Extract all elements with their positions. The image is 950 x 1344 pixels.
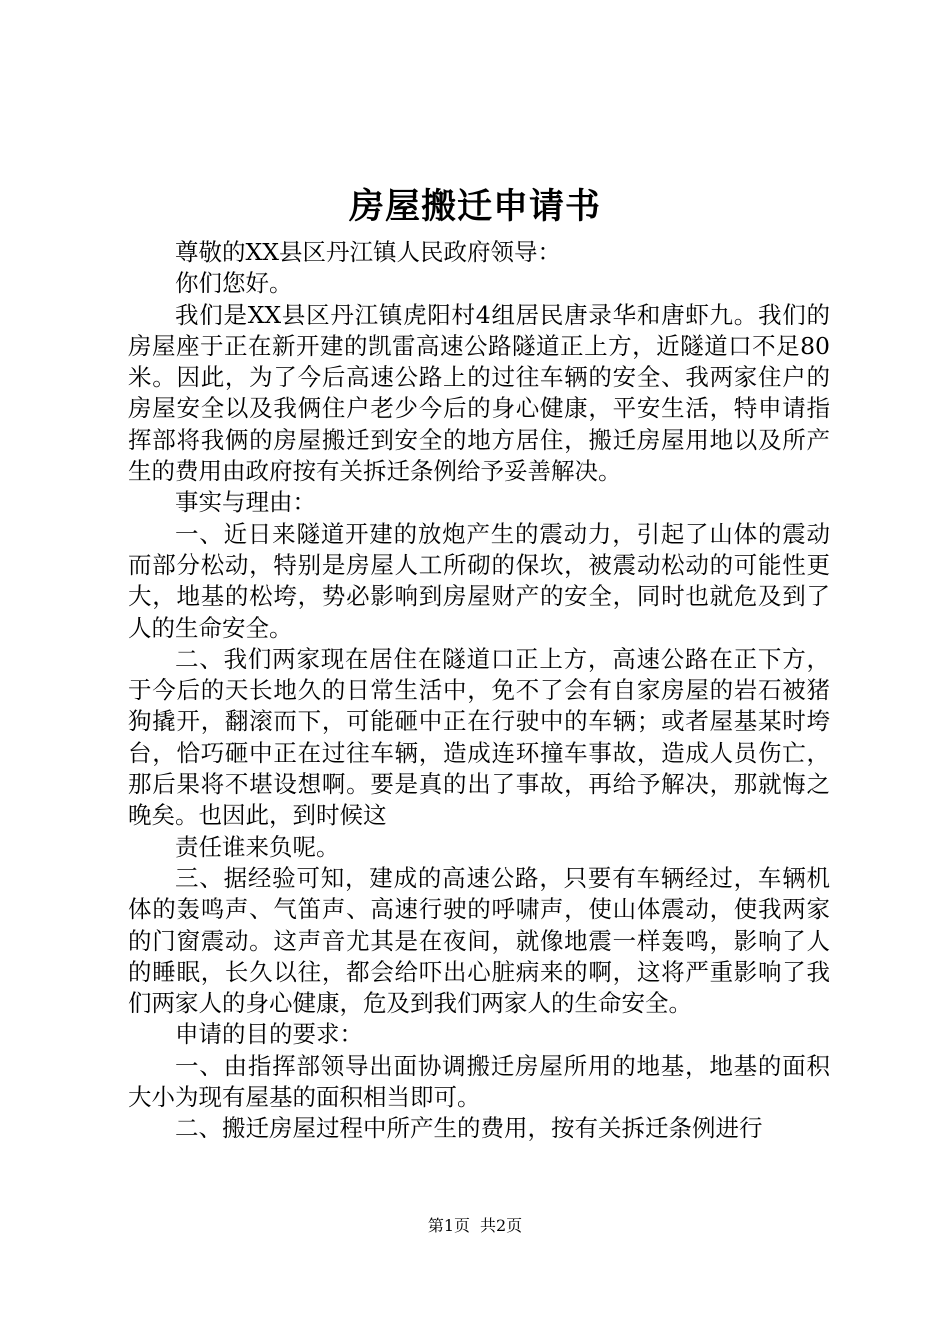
document-body (128, 237, 830, 1145)
document-title: 房屋搬迁申请书 (348, 186, 601, 227)
body-paragraph: 二、搬迁房屋过程中所产生的费用，按有关拆迁条例进行 (175, 1114, 763, 1143)
section-heading-requests: 申请的目的要求： (175, 1020, 363, 1049)
greeting: 你们您好。 (175, 269, 293, 298)
body-paragraph: 二、我们两家现在居住在隧道口正上方，高速公路在正下方，于今后的天长地久的日常生活中，免不了会有自家房屋的岩石被猪狗撬开，翻滚而下，可能砸中正在行驶中的车辆；或者屋基某时垮台，恰巧砸中正在过往车辆，造成连环撞车事故，造成人员伤亡，那后果将不堪设想啊。要是真的出了事故，再给予解决，那就悔之晚矣。也因此，到时候这 (128, 644, 830, 830)
page-number: 第1页 (427, 1216, 470, 1235)
salutation: 尊敬的XX县区丹江镇人民政府领导： (175, 238, 561, 266)
body-paragraph: 责任谁来负呢。 (175, 832, 340, 861)
body-paragraph: 三、据经验可知，建成的高速公路，只要有车辆经过，车辆机体的轰鸣声、气笛声、高速行驶的呼啸声，使山体震动，使我两家的门窗震动。这声音尤其是在夜间，就像地震一样轰鸣，影响了人的睡眠，长久以往，都会给吓出心脏病来的啊，这将严重影响了我们两家人的身心健康，危及到我们两家人的生命安全。 (128, 863, 830, 1018)
body-paragraph: 一、由指挥部领导出面协调搬迁房屋所用的地基，地基的面积大小为现有屋基的面积相当即可。 (128, 1051, 830, 1112)
section-heading-facts: 事实与理由： (175, 488, 316, 517)
body-paragraph: 我们是XX县区丹江镇虎阳村4组居民唐录华和唐虾九。我们的房屋座于正在新开建的凯雷高速公路隧道正上方，近隧道口不足80米。因此，为了今后高速公路上的过往车辆的安全、我两家住户的房屋安全以及我俩住户老少今后的身心健康，平安生活，特申请指挥部将我俩的房屋搬迁到安全的地方居住，搬迁房屋用地以及所产生的费用由政府按有关拆迁条例给予妥善解决。 (128, 300, 830, 486)
page-footer (0, 1215, 950, 1237)
page-total: 共2页 (480, 1216, 523, 1235)
body-paragraph: 一、近日来隧道开建的放炮产生的震动力，引起了山体的震动而部分松动，特别是房屋人工所砌的保坎，被震动松动的可能性更大，地基的松垮，势必影响到房屋财产的安全，同时也就危及到了人的生命安全。 (128, 519, 830, 642)
